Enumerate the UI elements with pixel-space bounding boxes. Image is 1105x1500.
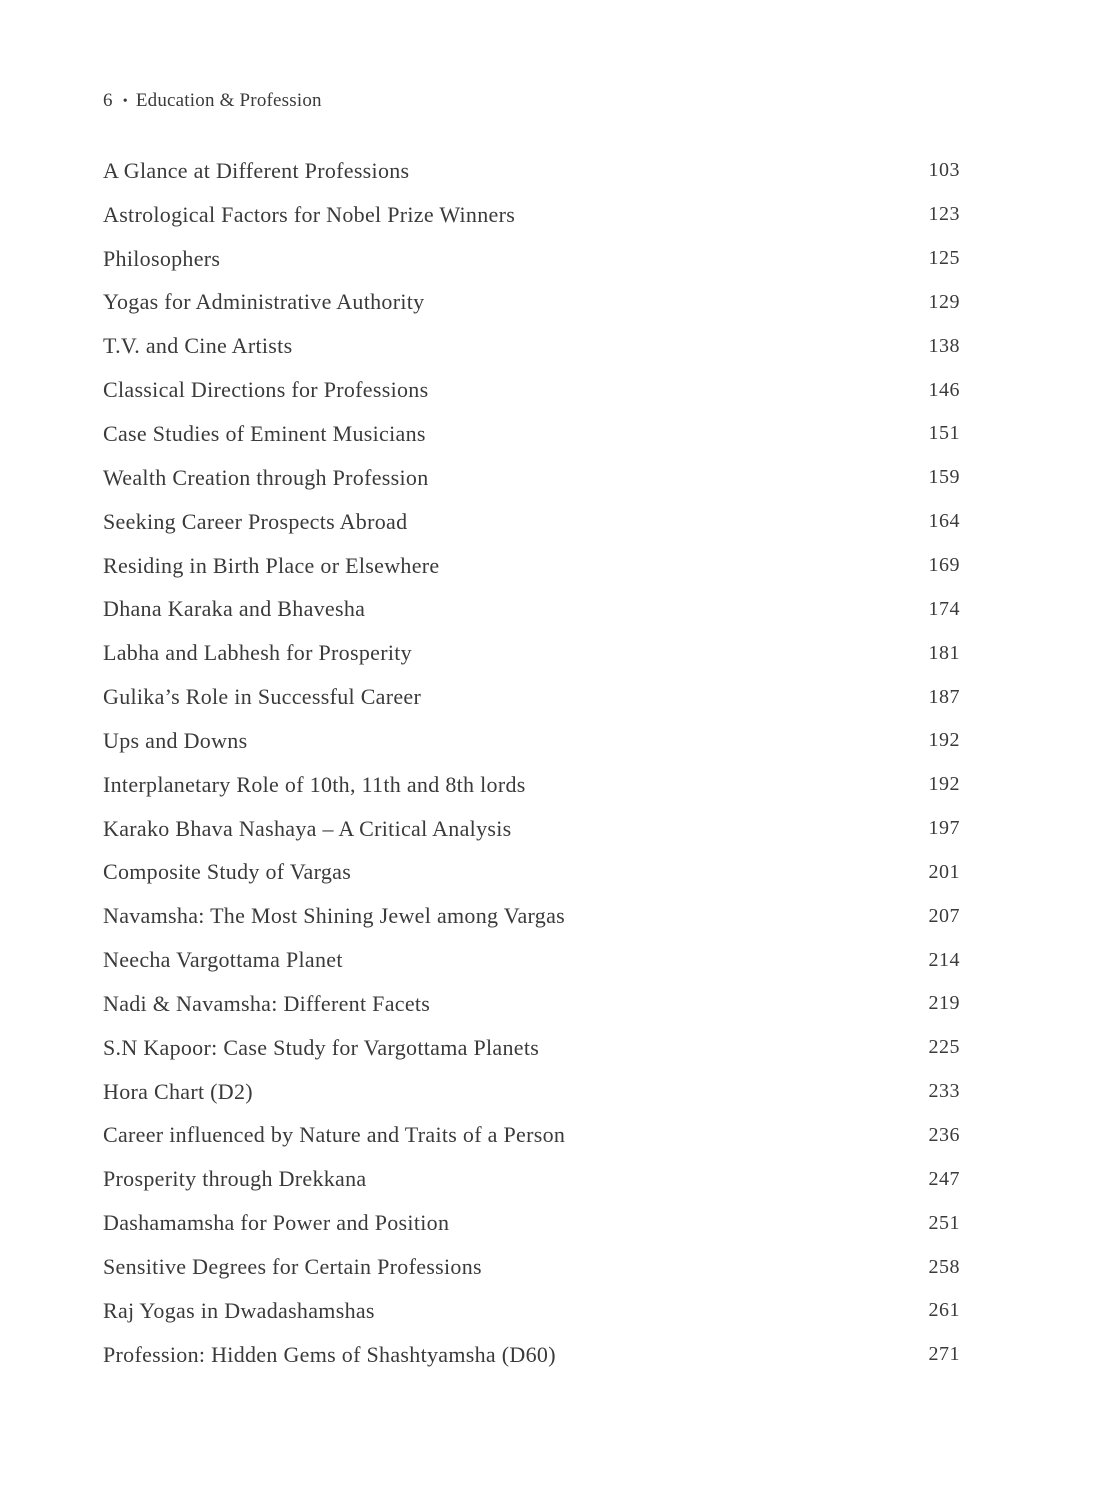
toc-entry-page-number: 151: [928, 422, 960, 445]
toc-entry: [103, 894, 960, 938]
toc-entry-title: Philosophers: [103, 245, 221, 271]
toc-entry-title: Seeking Career Prospects Abroad: [103, 508, 408, 534]
toc-entry: [103, 982, 960, 1026]
toc-entry: [103, 851, 960, 895]
toc-entry: [103, 1289, 960, 1333]
toc-entry-title: Navamsha: The Most Shining Jewel among Vargas: [103, 903, 566, 929]
page-number: 6: [103, 90, 113, 111]
toc-entry: [103, 807, 960, 851]
toc-entry-page-number: 236: [928, 1123, 960, 1146]
toc-entry-page-number: 164: [928, 510, 960, 533]
separator-bullet: •: [122, 94, 128, 109]
toc-entry-title: Hora Chart (D2): [103, 1078, 253, 1104]
toc-entry: [103, 763, 960, 807]
toc-entry: [103, 675, 960, 719]
toc-entry-page-number: 219: [928, 992, 960, 1015]
toc-entry-page-number: 159: [928, 466, 960, 489]
toc-entry: [103, 587, 960, 631]
toc-entry-page-number: 192: [928, 729, 960, 752]
toc-entry-title: S.N Kapoor: Case Study for Vargottama Planets: [103, 1034, 540, 1060]
toc-entry-page-number: 103: [928, 159, 960, 182]
toc-entry-title: Wealth Creation through Profession: [103, 464, 429, 490]
toc-entry-page-number: 201: [928, 860, 960, 883]
toc-entry-page-number: 251: [928, 1211, 960, 1234]
toc-entry-page-number: 123: [928, 203, 960, 226]
toc-entry-page-number: 271: [928, 1343, 960, 1366]
toc-entry-page-number: 233: [928, 1080, 960, 1103]
toc-entry-page-number: 181: [928, 641, 960, 664]
toc-entry: [103, 938, 960, 982]
toc-entry-page-number: 207: [928, 904, 960, 927]
toc-entry-page-number: 187: [928, 685, 960, 708]
toc-entry: [103, 1245, 960, 1289]
toc-entry-title: Neecha Vargottama Planet: [103, 947, 343, 973]
toc-entry: [103, 631, 960, 675]
toc-entry-title: Karako Bhava Nashaya – A Critical Analysis: [103, 815, 512, 841]
toc-entry: [103, 412, 960, 456]
toc-entry: [103, 237, 960, 281]
toc-entry-title: Yogas for Administrative Authority: [103, 289, 425, 315]
toc-entry: [103, 368, 960, 412]
running-head: [103, 90, 322, 112]
toc-entry: [103, 1333, 960, 1377]
toc-entry: [103, 149, 960, 193]
toc-entry-title: Prosperity through Drekkana: [103, 1166, 367, 1192]
toc-entry: [103, 456, 960, 500]
toc-entry: [103, 500, 960, 544]
toc-entry: [103, 1114, 960, 1158]
toc-entry-title: Residing in Birth Place or Elsewhere: [103, 552, 440, 578]
toc-entry: [103, 544, 960, 588]
toc-entry-page-number: 197: [928, 817, 960, 840]
toc-entry-title: Dashamamsha for Power and Position: [103, 1210, 450, 1236]
toc-entry: [103, 1026, 960, 1070]
toc-entry-title: T.V. and Cine Artists: [103, 333, 293, 359]
toc-entry-title: Astrological Factors for Nobel Prize Winners: [103, 201, 516, 227]
toc-entry-title: Sensitive Degrees for Certain Professions: [103, 1254, 482, 1280]
toc-entry-page-number: 174: [928, 597, 960, 620]
toc-entry-title: Ups and Downs: [103, 727, 248, 753]
toc-entry-page-number: 214: [928, 948, 960, 971]
toc-entry-page-number: 192: [928, 773, 960, 796]
toc-entry-page-number: 225: [928, 1036, 960, 1059]
toc-entry: [103, 1070, 960, 1114]
toc-entry-title: Dhana Karaka and Bhavesha: [103, 596, 366, 622]
toc-entry-title: Case Studies of Eminent Musicians: [103, 420, 426, 446]
toc-entry-title: Nadi & Navamsha: Different Facets: [103, 990, 431, 1016]
toc-entry-page-number: 129: [928, 290, 960, 313]
toc-entry-title: Career influenced by Nature and Traits of a Person: [103, 1122, 566, 1148]
toc-entry-title: Interplanetary Role of 10th, 11th and 8th lords: [103, 771, 526, 797]
toc-entry-title: Profession: Hidden Gems of Shashtyamsha (D60): [103, 1341, 556, 1367]
toc-entry-page-number: 125: [928, 247, 960, 270]
toc-entry-page-number: 138: [928, 334, 960, 357]
toc-entry: [103, 193, 960, 237]
toc-entry-title: A Glance at Different Professions: [103, 157, 410, 183]
toc-entry: [103, 281, 960, 325]
toc-entry-title: Classical Directions for Professions: [103, 377, 429, 403]
toc-entry-title: Raj Yogas in Dwadashamshas: [103, 1297, 375, 1323]
toc-entry-page-number: 247: [928, 1167, 960, 1190]
toc-entry-page-number: 261: [928, 1299, 960, 1322]
toc-entry: [103, 324, 960, 368]
toc-entry: [103, 719, 960, 763]
toc-entry-title: Composite Study of Vargas: [103, 859, 352, 885]
toc-entry-page-number: 169: [928, 554, 960, 577]
toc-entry: [103, 1157, 960, 1201]
toc-entry-title: Gulika’s Role in Successful Career: [103, 684, 422, 710]
toc-entry: [103, 1201, 960, 1245]
table-of-contents: [103, 149, 960, 1377]
toc-entry-page-number: 146: [928, 378, 960, 401]
book-title: Education & Profession: [135, 90, 322, 111]
toc-entry-page-number: 258: [928, 1255, 960, 1278]
toc-entry-title: Labha and Labhesh for Prosperity: [103, 640, 412, 666]
